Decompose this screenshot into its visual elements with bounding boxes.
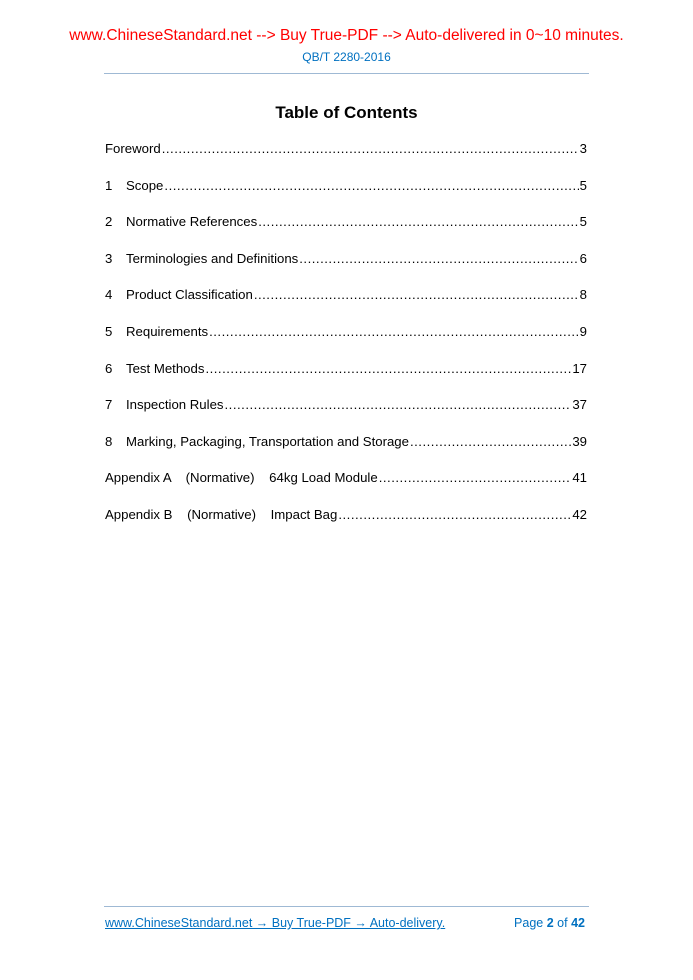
toc-entry-scope[interactable] xyxy=(105,178,587,215)
toc-entry-page: 5 xyxy=(579,214,587,230)
toc-entry-page: 41 xyxy=(572,470,587,486)
toc-entry-number: 3 xyxy=(105,250,113,266)
top-banner[interactable]: www.ChineseStandard.net --> Buy True-PDF --> Auto-delivered in 0~10 minutes. xyxy=(69,27,624,44)
toc-leader-dots xyxy=(338,507,571,522)
toc-entry-label: Appendix A (Normative) 64kg Load Module xyxy=(105,470,378,486)
page-current: 2 xyxy=(546,916,554,930)
toc-leader-dots xyxy=(209,324,579,339)
toc-leader-dots xyxy=(205,361,571,376)
table-of-contents xyxy=(105,141,587,544)
toc-entry-terminologies[interactable] xyxy=(105,251,587,288)
toc-entry-page: 17 xyxy=(572,360,587,376)
toc-entry-number: 1 xyxy=(105,177,113,193)
toc-entry-foreword[interactable] xyxy=(105,141,587,178)
toc-entry-page: 37 xyxy=(572,397,587,413)
toc-leader-dots xyxy=(225,397,572,412)
toc-entry-label: Test Methods xyxy=(126,360,205,376)
page-prefix: Page xyxy=(514,916,544,930)
document-code: QB/T 2280-2016 xyxy=(302,50,391,64)
toc-leader-dots xyxy=(410,434,571,449)
footer-divider xyxy=(104,906,589,907)
toc-leader-dots xyxy=(162,141,579,156)
toc-entry-label: Terminologies and Definitions xyxy=(126,250,299,266)
toc-entry-product-classification[interactable] xyxy=(105,287,587,324)
toc-entry-page: 39 xyxy=(572,433,587,449)
toc-entry-number: 7 xyxy=(105,397,113,413)
toc-entry-number: 4 xyxy=(105,287,113,303)
toc-entry-appendix-b[interactable] xyxy=(105,507,587,544)
toc-entry-label: Appendix B (Normative) Impact Bag xyxy=(105,506,338,522)
toc-entry-appendix-a[interactable] xyxy=(105,470,587,507)
toc-entry-inspection-rules[interactable] xyxy=(105,397,587,434)
page-total: 42 xyxy=(571,916,585,930)
toc-leader-dots xyxy=(379,470,572,485)
toc-entry-page: 42 xyxy=(572,506,587,522)
toc-entry-number: 2 xyxy=(105,214,113,230)
toc-title: Table of Contents xyxy=(275,103,418,122)
toc-entry-label: Scope xyxy=(126,177,164,193)
toc-leader-dots xyxy=(254,287,579,302)
footer-link[interactable]: www.ChineseStandard.net → Buy True-PDF → Auto-delivery. xyxy=(105,916,446,930)
toc-entry-label: Product Classification xyxy=(126,287,253,303)
toc-entry-page: 6 xyxy=(579,250,587,266)
toc-entry-label: Marking, Packaging, Transportation and Storage xyxy=(126,433,409,449)
toc-entry-number: 5 xyxy=(105,323,113,339)
toc-entry-marking-packaging[interactable] xyxy=(105,434,587,471)
toc-entry-requirements[interactable] xyxy=(105,324,587,361)
toc-entry-label: Requirements xyxy=(126,323,209,339)
toc-entry-number: 8 xyxy=(105,433,113,449)
page-of: of xyxy=(557,916,568,930)
toc-entry-test-methods[interactable] xyxy=(105,361,587,398)
toc-entry-page: 3 xyxy=(579,141,587,156)
toc-entry-normative-references[interactable] xyxy=(105,214,587,251)
page-indicator xyxy=(514,916,585,930)
toc-entry-number: 6 xyxy=(105,360,113,376)
toc-entry-label: Normative References xyxy=(126,214,258,230)
toc-entry-label: Inspection Rules xyxy=(126,397,224,413)
header-divider xyxy=(104,73,589,74)
toc-entry-page: 8 xyxy=(579,287,587,303)
toc-leader-dots xyxy=(258,214,578,229)
toc-entry-label: Foreword xyxy=(105,141,161,156)
toc-leader-dots xyxy=(299,251,578,266)
toc-leader-dots xyxy=(164,178,578,193)
toc-entry-page: 9 xyxy=(579,323,587,339)
toc-entry-page: 5 xyxy=(579,177,587,193)
